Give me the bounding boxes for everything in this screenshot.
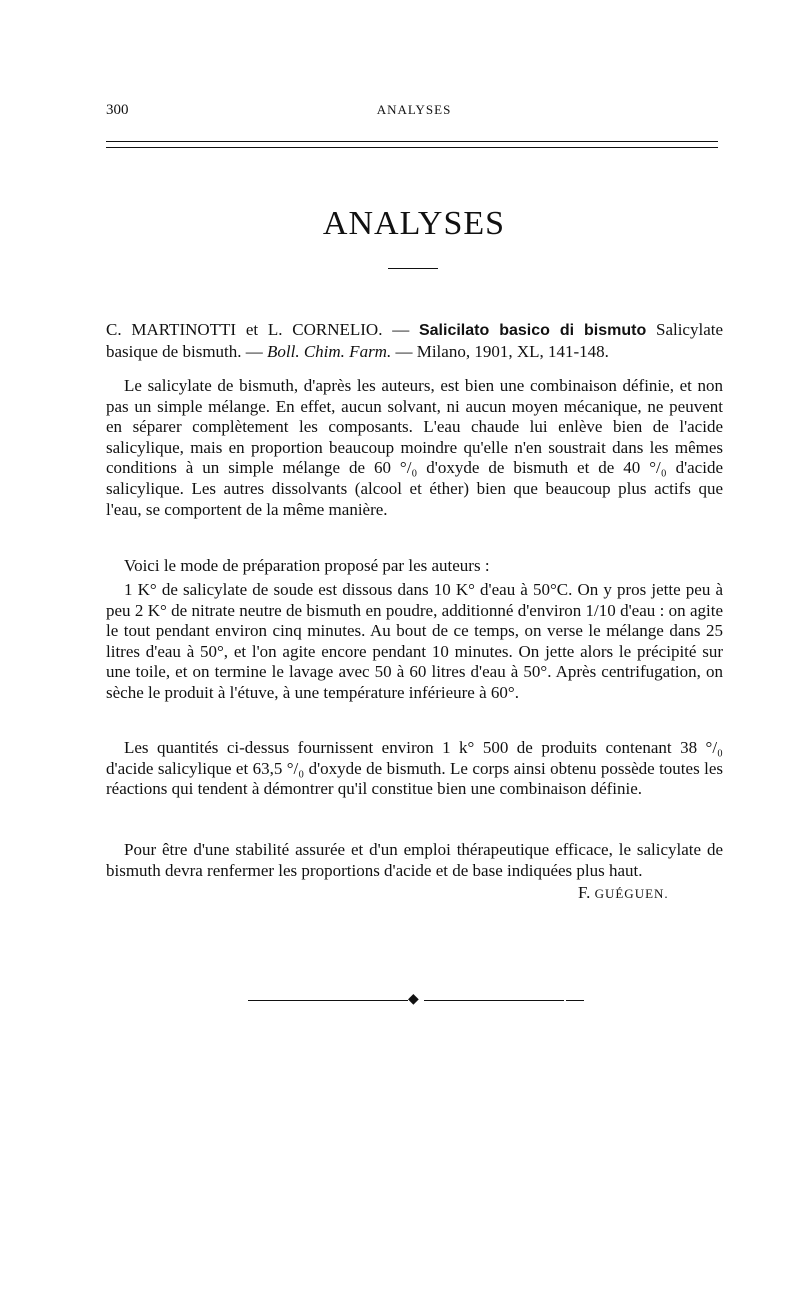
header-double-rule xyxy=(106,141,718,148)
paragraph-conclusion: Pour être d'une stabilité assurée et d'un emploi thérapeutique efficace, le salicylate de bismuth devra renfermer les proportions d'acide et de base indiquées plus haut. xyxy=(106,840,723,880)
ornament-line-right xyxy=(424,1000,564,1001)
reference-dash: — xyxy=(245,341,263,361)
section-title: ANALYSES xyxy=(322,205,506,242)
reference-journal: Boll. Chim. Farm. xyxy=(267,341,392,361)
end-ornament xyxy=(248,990,584,1010)
page-number: 300 xyxy=(106,102,129,118)
signature-initial: F. xyxy=(578,883,591,902)
reference-title: Salicilato basico di bismuto xyxy=(418,322,647,339)
signature-name: GUÉGUEN. xyxy=(594,886,669,901)
bibliographic-reference xyxy=(106,320,723,362)
title-rule xyxy=(388,268,438,269)
paragraph-yield: Les quantités ci-dessus fournissent environ 1 k° 500 de produits contenant 38 °/₀ d'acide salicylique et 63,5 °/₀ d'oxyde de bismuth. Le corps ainsi obtenu possède toutes les réactions qui tendent à démontrer qu'il constitue bien une combinaison définie. xyxy=(106,738,723,799)
paragraph-combination: Le salicylate de bismuth, d'après les auteurs, est bien une combinaison définie, et non pas un simple mélange. En effet, aucun solvant, ni aucun moyen mécanique, ne peuvent en séparer complètement les composants. L'eau chaude lui enlève bien de l'acide salicylique, mais en proportion beaucoup moindre qu'elle n'en soustrait dans les mêmes conditions à un simple mélange de 60 °/₀ d'oxyde de bismuth et de 40 °/₀ d'acide salicylique. Les autres dissolvants (alcool et éther) bien que beaucoup plus actifs que l'eau, se comportent de la même manière. xyxy=(106,376,723,519)
diamond-icon: ◆ xyxy=(408,992,419,1007)
ornament-line-end xyxy=(566,1000,584,1001)
author-signature xyxy=(578,883,669,903)
reference-title-fr: Salicylate basique de bismuth. xyxy=(106,320,724,361)
paragraph-preparation: 1 K° de salicylate de soude est dissous dans 10 K° d'eau à 50°C. On y pros jette peu à peu 2 K° de nitrate neutre de bismuth en poudre, additionné d'environ 1/10 d'eau : on agite le tout pendant environ cinq minutes. Au bout de ce temps, on verse le mélange dans 25 litres d'eau à 50°, et l'on agite encore pendant 10 minutes. On jette alors le précipité sur une toile, et on termine le lavage avec 50 à 60 litres d'eau à 50°. Après centrifugation, on sèche le produit à l'étuve, à une température inférieure à 60°. xyxy=(106,580,723,702)
reference-authors: C. MARTINOTTI et L. CORNELIO. — xyxy=(106,320,410,339)
reference-details: — Milano, 1901, XL, 141-148. xyxy=(395,341,609,361)
paragraph-intro-method: Voici le mode de préparation proposé par les auteurs : xyxy=(124,556,490,575)
ornament-line-left xyxy=(248,1000,408,1001)
running-title: ANALYSES xyxy=(376,102,452,117)
